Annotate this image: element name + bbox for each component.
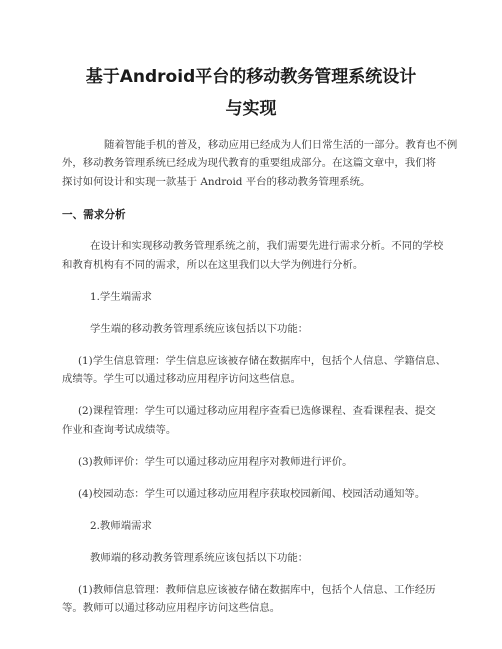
section-paragraph-line: 在设计和实现移动教务管理系统之前，我们需要先进行需求分析。不同的学校 [90,240,444,252]
student-item-4: (4)校园动态：学生可以通过移动应用程序获取校园新闻、校园活动通知等。 [78,488,426,500]
student-item-1-line: 成绩等。学生可以通过移动应用程序访问这些信息。 [62,373,301,385]
section-heading-requirements: 一、需求分析 [62,209,126,221]
student-item-3: (3)教师评价：学生可以通过移动应用程序对教师进行评价。 [78,456,353,468]
teacher-item-1-line: (1)教师信息管理：教师信息应该被存储在数据库中，包括个人信息、工作经历 [78,584,436,596]
intro-paragraph-line: 探讨如何设计和实现一款基于 Android 平台的移动教务管理系统。 [62,176,371,188]
document-title-line-2: 与实现 [225,99,277,119]
teacher-requirements-intro: 教师端的移动教务管理系统应该包括以下功能： [90,552,309,564]
student-item-2-line: 作业和查询考试成绩等。 [62,424,177,436]
student-item-2-line: (2)课程管理：学生可以通过移动应用程序查看已选修课程、查看课程表、提交 [78,405,436,417]
teacher-item-1-line: 等。教师可以通过移动应用程序访问这些信息。 [62,602,281,614]
intro-paragraph-line: 随着智能手机的普及，移动应用已经成为人们日常生活的一部分。教育也不例 [104,139,458,151]
student-requirements-intro: 学生端的移动教务管理系统应该包括以下功能： [90,323,309,335]
intro-paragraph-line: 外，移动教务管理系统已经成为现代教育的重要组成部分。在这篇文章中，我们将 [62,157,437,169]
section-paragraph-line: 和教育机构有不同的需求，所以在这里我们以大学为例进行分析。 [62,259,364,271]
subheading-teacher-requirements: 2.教师端需求 [90,520,152,532]
student-item-1-line: (1)学生信息管理：学生信息应该被存储在数据库中，包括个人信息、学籍信息、 [78,355,446,367]
document-title-line-1: 基于Android平台的移动教务管理系统设计 [85,67,417,87]
subheading-student-requirements: 1.学生端需求 [90,291,152,303]
